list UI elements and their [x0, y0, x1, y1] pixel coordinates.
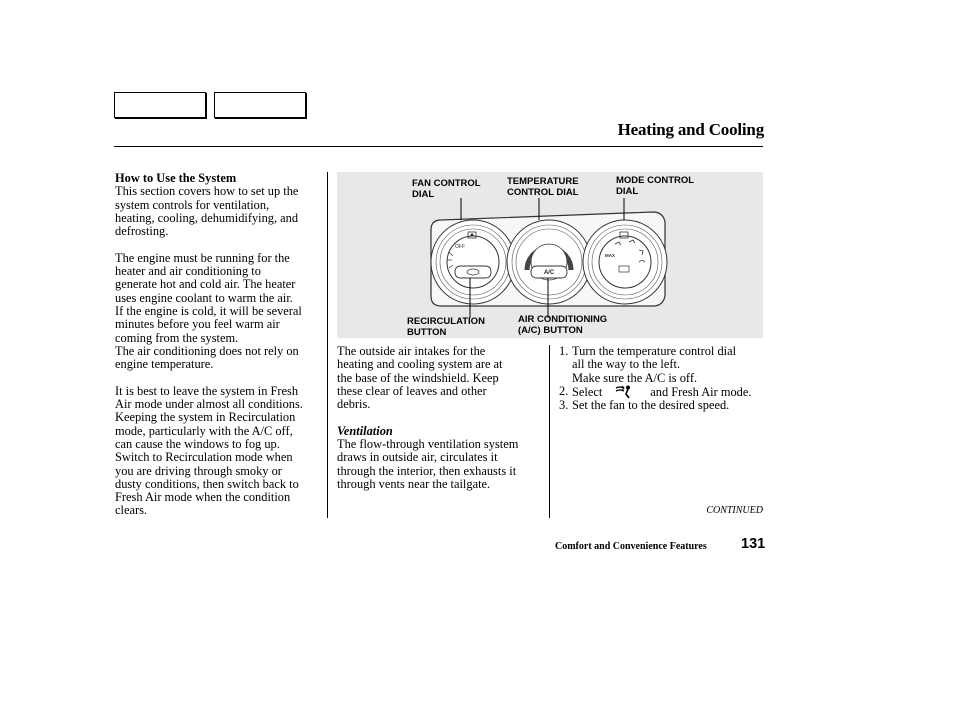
text-line: coming from the system.: [115, 330, 239, 345]
column-steps: [559, 345, 765, 412]
text-line: heating and cooling system are at: [337, 357, 503, 372]
step-number: 2.: [559, 383, 569, 398]
text-line: you are driving through smoky or: [115, 463, 282, 478]
text-line: The air conditioning does not rely on: [115, 343, 299, 358]
text-line: heater and air conditioning to: [115, 264, 261, 279]
step-text: [572, 399, 765, 412]
list-item: [559, 345, 765, 385]
section-heading: How to Use the System: [115, 171, 237, 185]
text-line: can cause the windows to fog up.: [115, 436, 280, 451]
text-line: dusty conditions, then switch back to: [115, 476, 299, 491]
text-line: If the engine is cold, it will be several: [115, 303, 302, 318]
text-line: mode, particularly with the A/C off,: [115, 423, 293, 438]
footer-section-name: Comfort and Convenience Features: [555, 541, 707, 552]
step-number: 1.: [559, 344, 569, 358]
text-line: This section covers how to set up the: [115, 184, 299, 199]
step-text: [572, 345, 765, 385]
text-line: Turn the temperature control dial: [572, 344, 737, 358]
text-line: The outside air intakes for the: [337, 344, 486, 358]
text-line: all the way to the left.: [572, 357, 681, 372]
nav-tab-box[interactable]: [114, 92, 206, 118]
text-line: through the interior, then exhausts it: [337, 463, 517, 478]
list-item: [559, 385, 765, 399]
mode-control-dial-label: MODE CONTROL DIAL: [616, 175, 695, 197]
column-how-to-use: [115, 172, 323, 518]
temperature-control-dial[interactable]: [507, 220, 591, 304]
vent-mode-icon: [614, 385, 636, 399]
text-line: the base of the windshield. Keep: [337, 370, 499, 385]
fan-control-dial[interactable]: [431, 220, 515, 304]
text-line: Air mode under almost all conditions.: [115, 397, 303, 412]
text-line: Fresh Air mode when the condition: [115, 490, 291, 505]
ac-button-label: A/C: [543, 270, 555, 276]
ventilation-text: [337, 438, 543, 491]
fan-off-label: OFF: [455, 244, 465, 250]
step-text-before: Select: [572, 384, 603, 399]
text-line: system controls for ventilation,: [115, 197, 270, 212]
text-line: Keeping the system in Recirculation: [115, 410, 296, 425]
text-line: uses engine coolant to warm the air.: [115, 290, 293, 305]
page-title: Heating and Cooling: [617, 120, 764, 139]
column1-text: [115, 185, 323, 517]
text-line: heating, cooling, dehumidifying, and: [115, 210, 299, 225]
text-line: Set the fan to the desired speed.: [572, 398, 730, 413]
air-intake-text: [337, 345, 543, 411]
list-item: [559, 399, 765, 412]
text-line: Make sure the A/C is off.: [572, 370, 698, 385]
fan-control-dial-label: FAN CONTROL DIAL: [412, 178, 481, 200]
mode-control-dial[interactable]: [583, 220, 667, 304]
text-line: It is best to leave the system in Fresh: [115, 383, 299, 398]
text-line: draws in outside air, circulates it: [337, 450, 498, 465]
column-ventilation: [337, 345, 543, 491]
paragraph-gap: [115, 371, 323, 384]
column-divider: [327, 172, 328, 518]
temperature-control-dial-label: TEMPERATURE CONTROL DIAL: [507, 176, 579, 198]
text-line: through vents near the tailgate.: [337, 476, 491, 491]
text-line: The flow-through ventilation system: [337, 437, 519, 452]
text-line: Switch to Recirculation mode when: [115, 450, 293, 465]
mode-max-label: MAX: [605, 253, 615, 258]
text-line: The engine must be running for the: [115, 250, 290, 265]
text-line: generate hot and cold air. The heater: [115, 277, 296, 292]
step-number: 3.: [559, 398, 569, 413]
text-line: engine temperature.: [115, 357, 214, 372]
column-divider: [549, 345, 550, 518]
step-text-after: and Fresh Air mode.: [650, 384, 752, 399]
nav-tab-box[interactable]: [214, 92, 306, 118]
text-line: debris.: [337, 397, 371, 412]
title-rule: [114, 146, 763, 147]
ventilation-heading: Ventilation: [337, 423, 393, 438]
recirculation-button-label: RECIRCULATION BUTTON: [407, 316, 485, 338]
ac-button-callout-label: AIR CONDITIONING (A/C) BUTTON: [518, 314, 608, 336]
text-line: defrosting.: [115, 224, 169, 239]
text-line: these clear of leaves and other: [337, 383, 487, 398]
climate-control-figure: [337, 172, 763, 338]
continued-label: CONTINUED: [706, 505, 763, 516]
paragraph-gap: [115, 238, 323, 251]
page-number: 131: [741, 536, 766, 552]
text-line: clears.: [115, 503, 147, 518]
text-line: minutes before you feel warm air: [115, 317, 280, 332]
recirculation-button[interactable]: [455, 266, 491, 278]
